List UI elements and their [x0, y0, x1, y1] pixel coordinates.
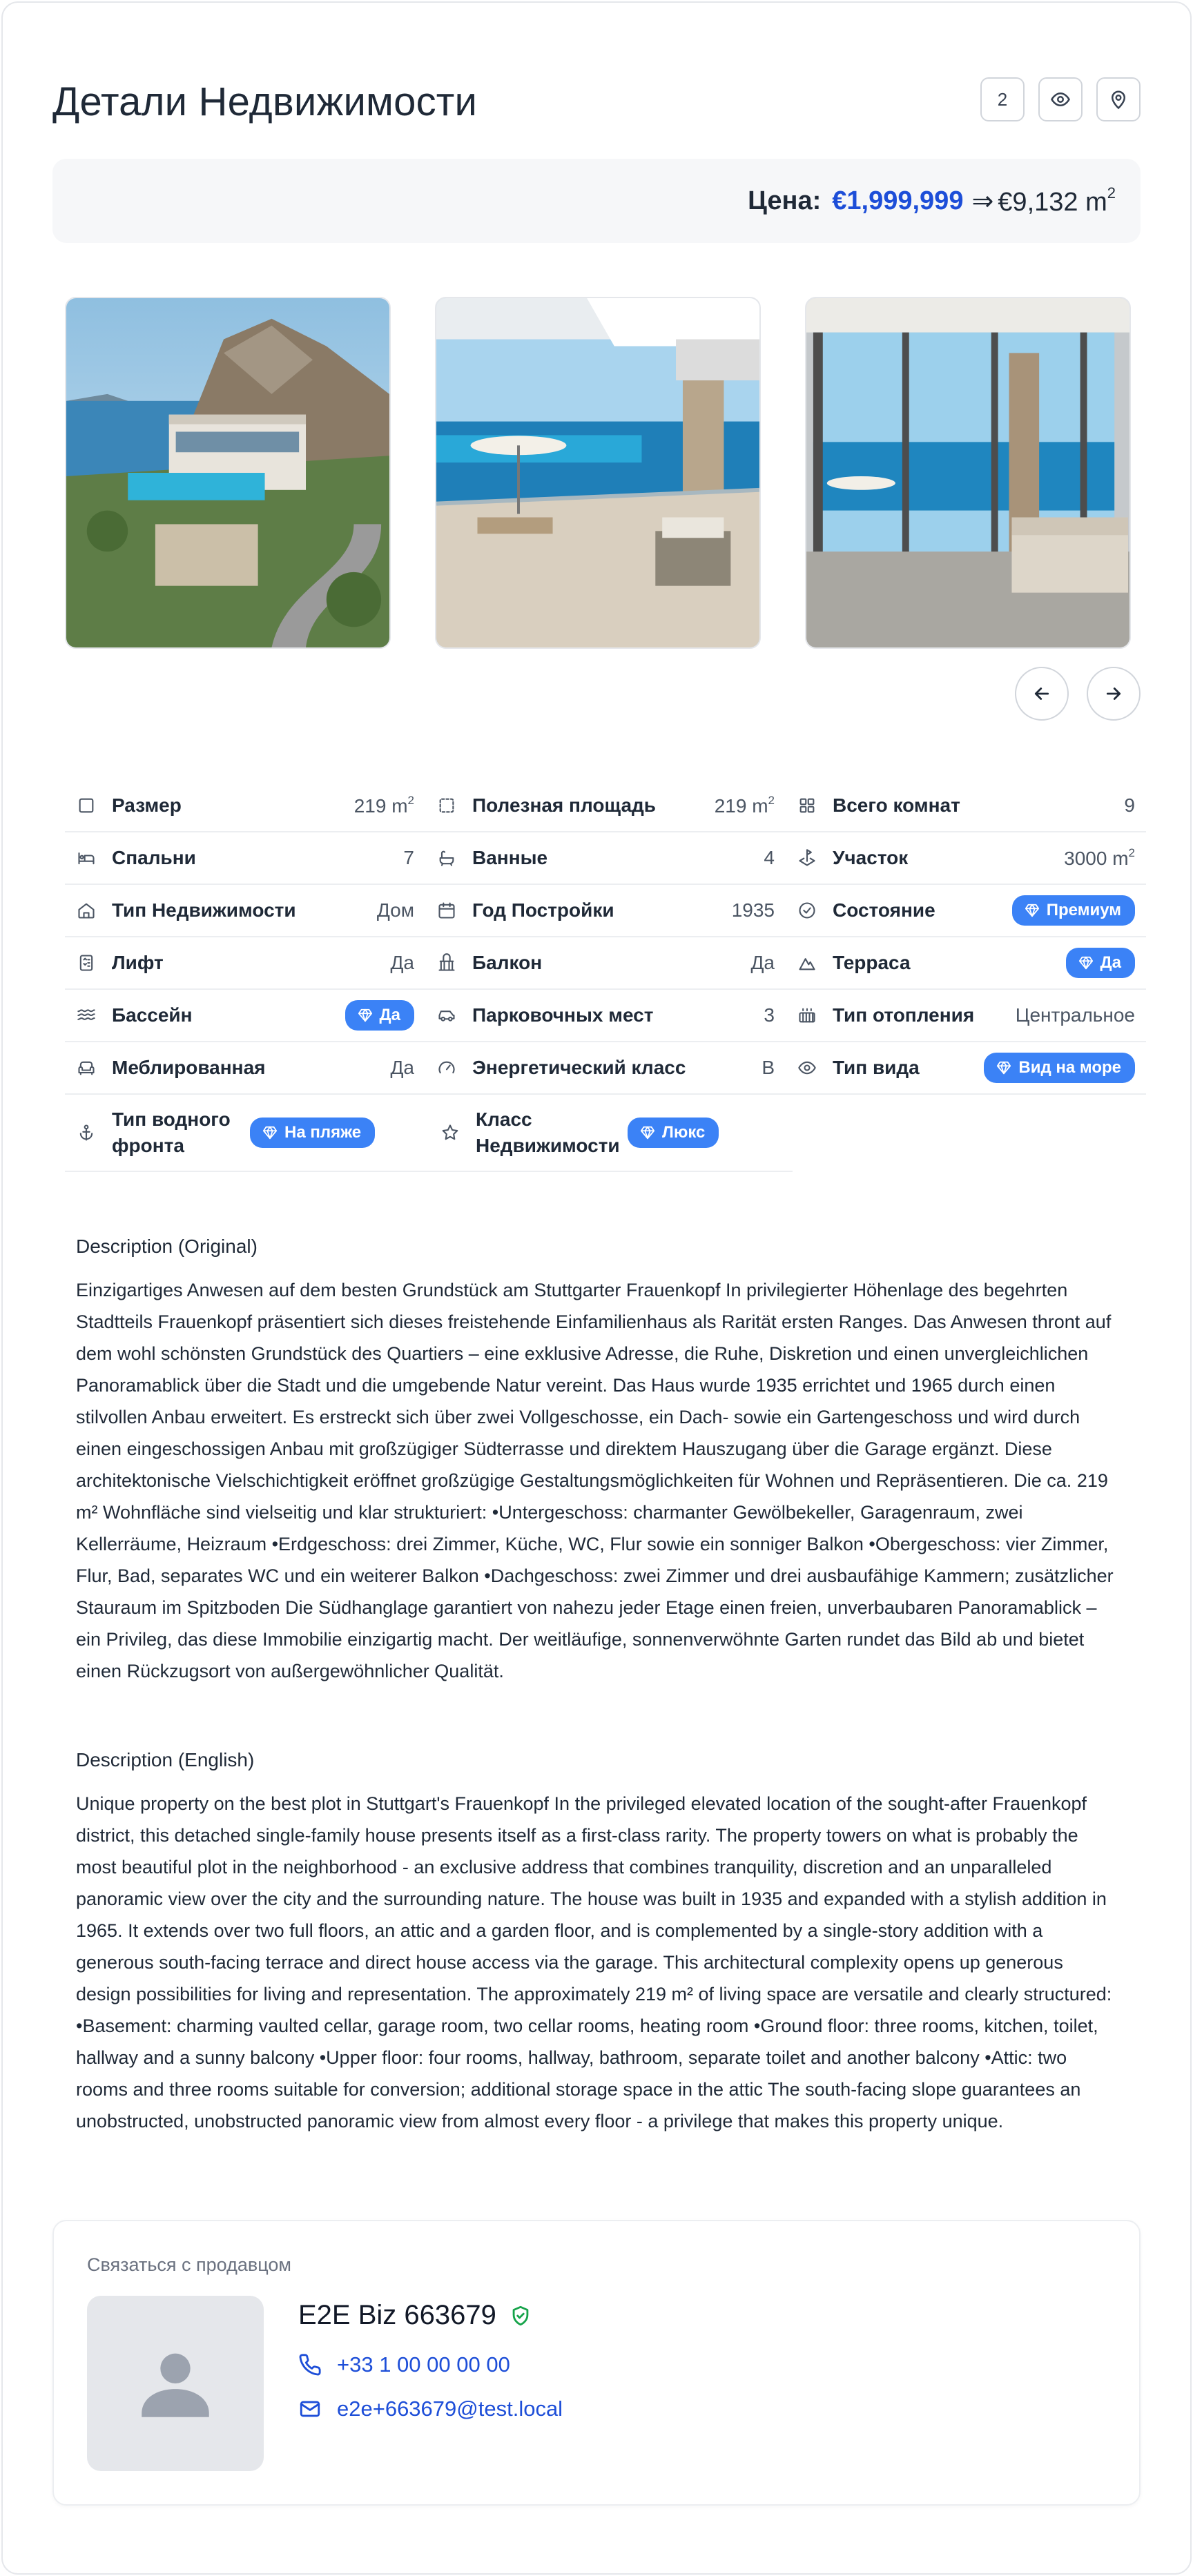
mountain-icon — [797, 953, 817, 973]
bath-icon — [436, 848, 457, 868]
feature-waves — [65, 990, 425, 1042]
photo-gallery — [65, 297, 1134, 650]
square-icon — [76, 795, 97, 816]
gallery-nav — [1015, 667, 1141, 721]
feature-car — [425, 990, 786, 1042]
balcony-icon — [436, 953, 457, 973]
feature-badge — [628, 1118, 719, 1148]
gallery-photo-2[interactable] — [435, 297, 761, 649]
feature-label: Бассейн — [112, 1004, 193, 1026]
feature-label: Ванные — [472, 847, 548, 868]
feature-label: Лифт — [112, 952, 164, 973]
feature-badge-text: Вид на море — [1018, 1058, 1121, 1077]
check-circle-icon — [797, 900, 817, 921]
header-actions — [980, 77, 1141, 121]
diamond-icon — [1025, 903, 1040, 918]
elevator-icon — [76, 953, 97, 973]
feature-value: Да — [390, 1057, 414, 1078]
phone-icon — [298, 2353, 322, 2377]
feature-label: Парковочных мест — [472, 1004, 654, 1026]
feature-square — [65, 780, 425, 832]
features-row — [65, 990, 1146, 1042]
bed-icon — [76, 848, 97, 868]
feature-label: Терраса — [833, 952, 911, 973]
feature-value: Центральное — [1015, 1004, 1135, 1026]
feature-value: 9 — [1124, 794, 1135, 816]
feature-house — [65, 885, 425, 937]
feature-badge — [345, 1000, 414, 1031]
feature-label: Меблированная — [112, 1057, 266, 1078]
diamond-icon — [358, 1008, 373, 1023]
features-row — [65, 1042, 1146, 1095]
price-arrow: ⇒ — [971, 186, 994, 216]
dashed-square-icon — [436, 795, 457, 816]
feature-label: Год Постройки — [472, 899, 614, 921]
feature-eye — [786, 1042, 1146, 1095]
eye-icon — [797, 1057, 817, 1078]
car-icon — [436, 1005, 457, 1026]
feature-anchor — [65, 1095, 429, 1172]
price-value: €1,999,999 — [832, 186, 964, 215]
description-original — [76, 1236, 1123, 1687]
feature-badge-text: На пляже — [284, 1123, 362, 1142]
contact-seller-card — [52, 2220, 1141, 2506]
diamond-icon — [996, 1060, 1011, 1075]
house-icon — [76, 900, 97, 921]
diamond-icon — [640, 1125, 655, 1140]
feature-value: Дом — [376, 899, 414, 921]
shield-check-icon — [509, 2304, 532, 2328]
feature-label: Всего комнат — [833, 794, 960, 816]
map-pin-icon — [1108, 89, 1129, 110]
diamond-icon — [262, 1125, 278, 1140]
features-row — [65, 1095, 1146, 1172]
feature-gauge — [425, 1042, 786, 1095]
view-button[interactable] — [1038, 77, 1083, 121]
property-details-card — [1, 1, 1192, 2575]
feature-label: Тип вида — [833, 1057, 920, 1078]
location-button[interactable] — [1096, 77, 1141, 121]
land-plot-icon — [797, 848, 817, 868]
calendar-icon — [436, 900, 457, 921]
feature-badge-text: Да — [1100, 953, 1121, 972]
feature-label: Участок — [833, 847, 909, 868]
feature-value: Да — [750, 952, 775, 973]
prev-image-button[interactable] — [1015, 667, 1069, 721]
phone-link[interactable]: +33 1 00 00 00 00 — [298, 2352, 510, 2377]
feature-label: Балкон — [472, 952, 543, 973]
feature-badge — [250, 1118, 375, 1148]
feature-label: Класс Недвижимости — [476, 1109, 620, 1156]
feature-value: 219 $m^2$ — [353, 794, 414, 817]
seller-name[interactable]: E2E Biz 663679 — [298, 2300, 532, 2331]
feature-badge — [984, 1053, 1135, 1083]
feature-badge-text: Люкс — [662, 1123, 706, 1142]
feature-value: Да — [390, 952, 414, 973]
star-icon — [440, 1122, 460, 1143]
feature-label: Полезная площадь — [472, 794, 656, 816]
feature-elevator — [65, 937, 425, 990]
diamond-icon — [1078, 955, 1094, 970]
heater-icon — [797, 1005, 817, 1026]
description-original-title: Description (Original) — [76, 1236, 258, 1257]
feature-badge-text: Премиум — [1046, 901, 1121, 919]
contact-title: Связаться с продавцом — [87, 2254, 291, 2275]
feature-badge — [1066, 948, 1135, 978]
feature-label: Состояние — [833, 899, 935, 921]
feature-badge — [1012, 895, 1135, 926]
description-english-title: Description (English) — [76, 1749, 255, 1770]
feature-label: Тип отопления — [833, 1004, 975, 1026]
feature-value: 219 $m^2$ — [714, 794, 775, 817]
anchor-icon — [76, 1122, 97, 1143]
feature-bed — [65, 832, 425, 885]
feature-value: 4 — [764, 847, 775, 868]
count-label: 2 — [997, 88, 1008, 110]
gallery-photo-1[interactable] — [65, 297, 391, 649]
user-placeholder-icon — [130, 2339, 220, 2428]
feature-bath — [425, 832, 786, 885]
feature-value: 3000 $m^2$ — [1064, 846, 1135, 869]
feature-balcony — [425, 937, 786, 990]
feature-land-plot — [786, 832, 1146, 885]
feature-heater — [786, 990, 1146, 1042]
eye-icon — [1050, 89, 1071, 110]
feature-calendar — [425, 885, 786, 937]
next-image-button[interactable] — [1087, 667, 1141, 721]
feature-label: Энергетический класс — [472, 1057, 686, 1078]
feature-label: Спальни — [112, 847, 196, 868]
features-row — [65, 885, 1146, 937]
description-english-text: Unique property on the best plot in Stuttgart's Frauenkopf In the privileged elevated location of the sought-after Frauenkopf district, this detached single-family house presents itself as a first-class rarity. The property towers on what is probably the most beautiful plot in the neighborhood - an exclusive address that combines tranquility, discretion and an unparalleled panoramic view over the city and the surrounding nature. The house was built in 1935 and expanded with a stylish addition in 1965. It extends over two full floors, an attic and a garden floor, and is complemented by a single-story addition with a generous south-facing terrace and direct house access via the garage. This architectural complexity opens up generous design possibilities for living and representation. The approximately 219 m² of living space are versatile and clearly structured: •Basement: charming vaulted cellar, garage room, two cellar rooms, heating room •Ground floor: three rooms, kitchen, toilet, hallway and a sunny balcony •Upper floor: four rooms, hallway, bathroom, separate toilet and another balcony •Attic: two rooms and three rooms suitable for conversion; additional storage space in the attic The south-facing slope guarantees an unobstructed, unobstructed panoramic view from almost every floor - a privilege that makes this property unique. — [76, 1793, 1112, 2131]
feature-label: Тип Недвижимости — [112, 899, 296, 921]
features-row — [65, 780, 1146, 832]
features-grid — [65, 780, 1146, 1172]
header — [52, 75, 1141, 133]
feature-star — [429, 1095, 793, 1172]
feature-label: Размер — [112, 794, 182, 816]
description-english — [76, 1749, 1123, 2137]
feature-value: 1935 — [731, 899, 775, 921]
count-button[interactable] — [980, 77, 1025, 121]
gallery-photo-3[interactable] — [805, 297, 1131, 649]
feature-check-circle — [786, 885, 1146, 937]
description-original-text: Einzigartiges Anwesen auf dem besten Grundstück am Stuttgarter Frauenkopf In privilegierter Höhenlage des begehrten Stadtteils Frauenkopf präsentiert sich dieses freistehende Einfamilienhaus als Rarität ersten Ranges. Das Anwesen thront auf dem wohl schönsten Grundstück des Quartiers – eine exklusive Adresse, die Ruhe, Diskretion und einen unvergleichlichen Panoramablick über die Stadt und die umgebende Natur vereint. Das Haus wurde 1935 errichtet und 1965 durch einen stilvollen Anbau erweitert. Es erstreckt sich über zwei Vollgeschosse, ein Dach- sowie ein Gartengeschoss und wird durch einen eingeschossigen Anbau mit großzügiger Südterrasse und direktem Hauszugang über die Garage ergänzt. Diese architektonische Vielschichtigkeit eröffnet großzügige Gestaltungsmöglichkeiten für Wohnen und Repräsentieren. Die ca. 219 m² Wohnfläche sind vielseitig und klar strukturiert: •Untergeschoss: charmanter Gewölbekeller, Garagenraum, zwei Kellerräume, Heizraum •Erdgeschoss: drei Zimmer, Küche, WC, Flur sowie ein sonniger Balkon •Obergeschoss: vier Zimmer, Flur, Bad, separates WC und ein weiterer Balkon •Dachgeschoss: zwei Zimmer und drei ausbaufähige Kammern; zusätzlicher Stauraum im Spitzboden Die Südhanglage garantiert von nahezu jeder Etage einen freien, unverbaubaren Panoramablick – ein Privileg, das diese Immobilie einzigartig macht. Der weitläufige, sonnenverwöhnte Garten rundet das Bild ab und bietet einen Rückzugsort von außergewöhnlicher Qualität. — [76, 1280, 1114, 1681]
feature-dashed-square — [425, 780, 786, 832]
price-bar — [52, 159, 1141, 243]
arrow-right-icon — [1103, 683, 1124, 704]
feature-badge-text: Да — [379, 1006, 400, 1024]
feature-value: B — [762, 1057, 775, 1078]
waves-icon — [76, 1005, 97, 1026]
feature-grid — [786, 780, 1146, 832]
feature-value: 7 — [403, 847, 414, 868]
mail-icon — [298, 2397, 322, 2421]
price-per-m2: €9,132 $m^2$ — [998, 184, 1116, 217]
price-label: Цена: — [748, 186, 822, 215]
avatar — [87, 2296, 264, 2471]
email-link[interactable]: e2e+663679@test.local — [298, 2397, 563, 2421]
gauge-icon — [436, 1057, 457, 1078]
page-title: Детали Недвижимости — [52, 79, 478, 124]
feature-sofa — [65, 1042, 425, 1095]
feature-label: Тип водного фронта — [112, 1109, 231, 1156]
grid-icon — [797, 795, 817, 816]
features-row — [65, 832, 1146, 885]
feature-mountain — [786, 937, 1146, 990]
features-row — [65, 937, 1146, 990]
arrow-left-icon — [1031, 683, 1052, 704]
sofa-icon — [76, 1057, 97, 1078]
feature-value: 3 — [764, 1004, 775, 1026]
